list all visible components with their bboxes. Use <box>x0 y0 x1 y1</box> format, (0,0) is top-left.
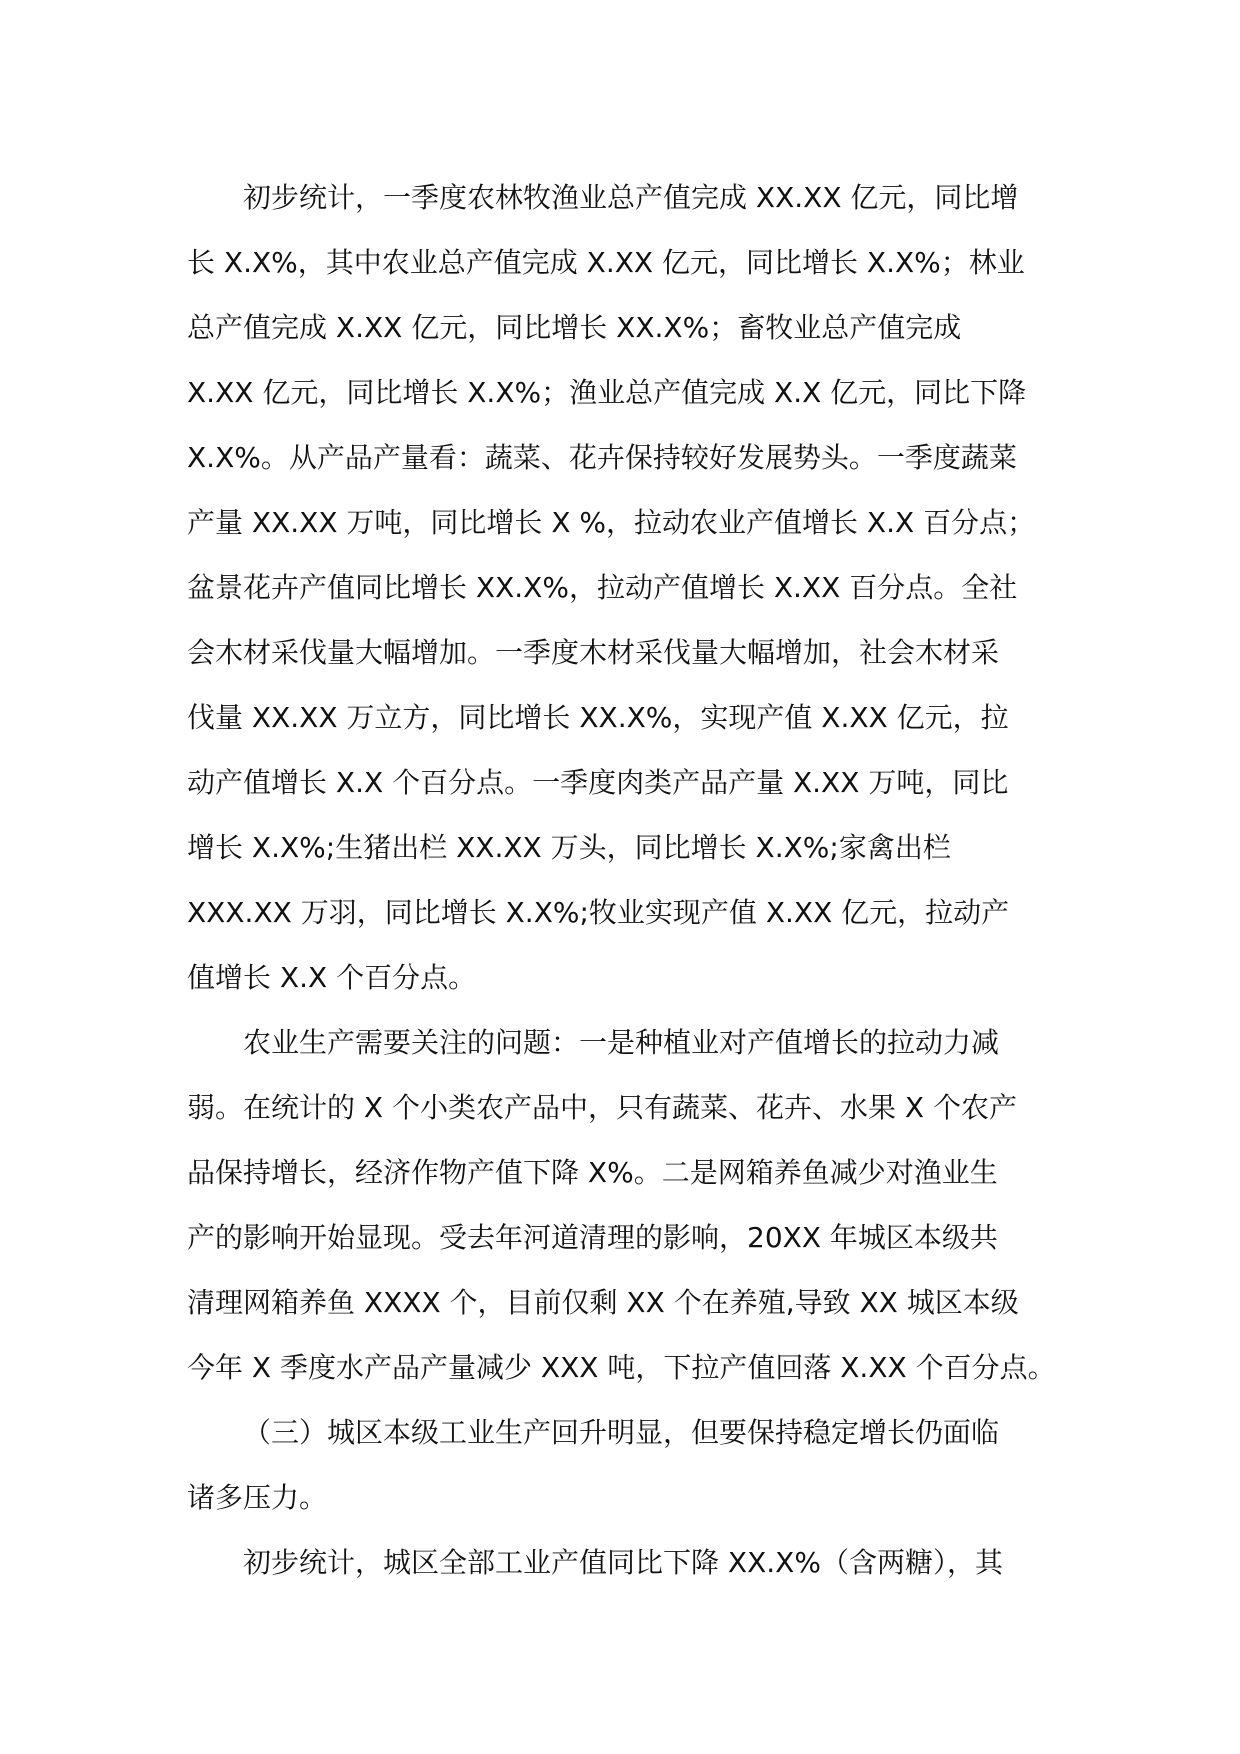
section-heading-industry: （三）城区本级工业生产回升明显，但要保持稳定增长仍面临 诸多压力。 <box>187 1416 1000 1514</box>
paragraph-agriculture-output: 初步统计，一季度农林牧渔业总产值完成 XX.XX 亿元，同比增 长 X.X%，其中农业总产值完成 X.XX 亿元，同比增长 X.X%；林业 总产值完成 X.XX 亿元，同比增长 XX.X%；畜牧业总产值完成 X.XX 亿元，同比增长 X.X%；渔业总产值完成 X.X 亿元，同比下降 X.X%。从产品产量看：蔬菜、花卉保持较好发展势头。一季度蔬菜 产量 XX.XX 万吨，同比增长 X %，拉动农业产值增长 X.X 百分点； 盆景花卉产值同比增长 XX.X%，拉动产值增长 X.XX 百分点。全社 会木材采伐量大幅增加。一季度木材采伐量大幅增加，社会木材采 伐量 XX.XX 万立方，同比增长 XX.X%，实现产值 X.XX 亿元，拉 动产值增长 X.X 个百分点。一季度肉类产品产量 X.XX 万吨，同比 增长 X.X%;生猪出栏 XX.XX 万头，同比增长 X.X%;家禽出栏 XXX.XX 万羽，同比增长 X.X%;牧业实现产值 X.XX 亿元，拉动产 值增长 X.X 个百分点。 <box>187 181 1036 994</box>
paragraph-agriculture-issues: 农业生产需要关注的问题：一是种植业对产值增长的拉动力减 弱。在统计的 X 个小类农产品中，只有蔬菜、花卉、水果 X 个农产 品保持增长，经济作物产值下降 X%。二是网箱养鱼减少对渔业生 产的影响开始显现。受去年河道清理的影响，20XX 年城区本级共 清理网箱养鱼 XXXX 个，目前仅剩 XX 个在养殖,导致 XX 城区本级 今年 X 季度水产品产量减少 XXX 吨，下拉产值回落 X.XX 个百分点。 <box>187 1026 1056 1384</box>
paragraph-industry-output: 初步统计，城区全部工业产值同比下降 XX.X%（含两糖），其 <box>243 1546 1003 1579</box>
document-body <box>187 165 1057 1595</box>
